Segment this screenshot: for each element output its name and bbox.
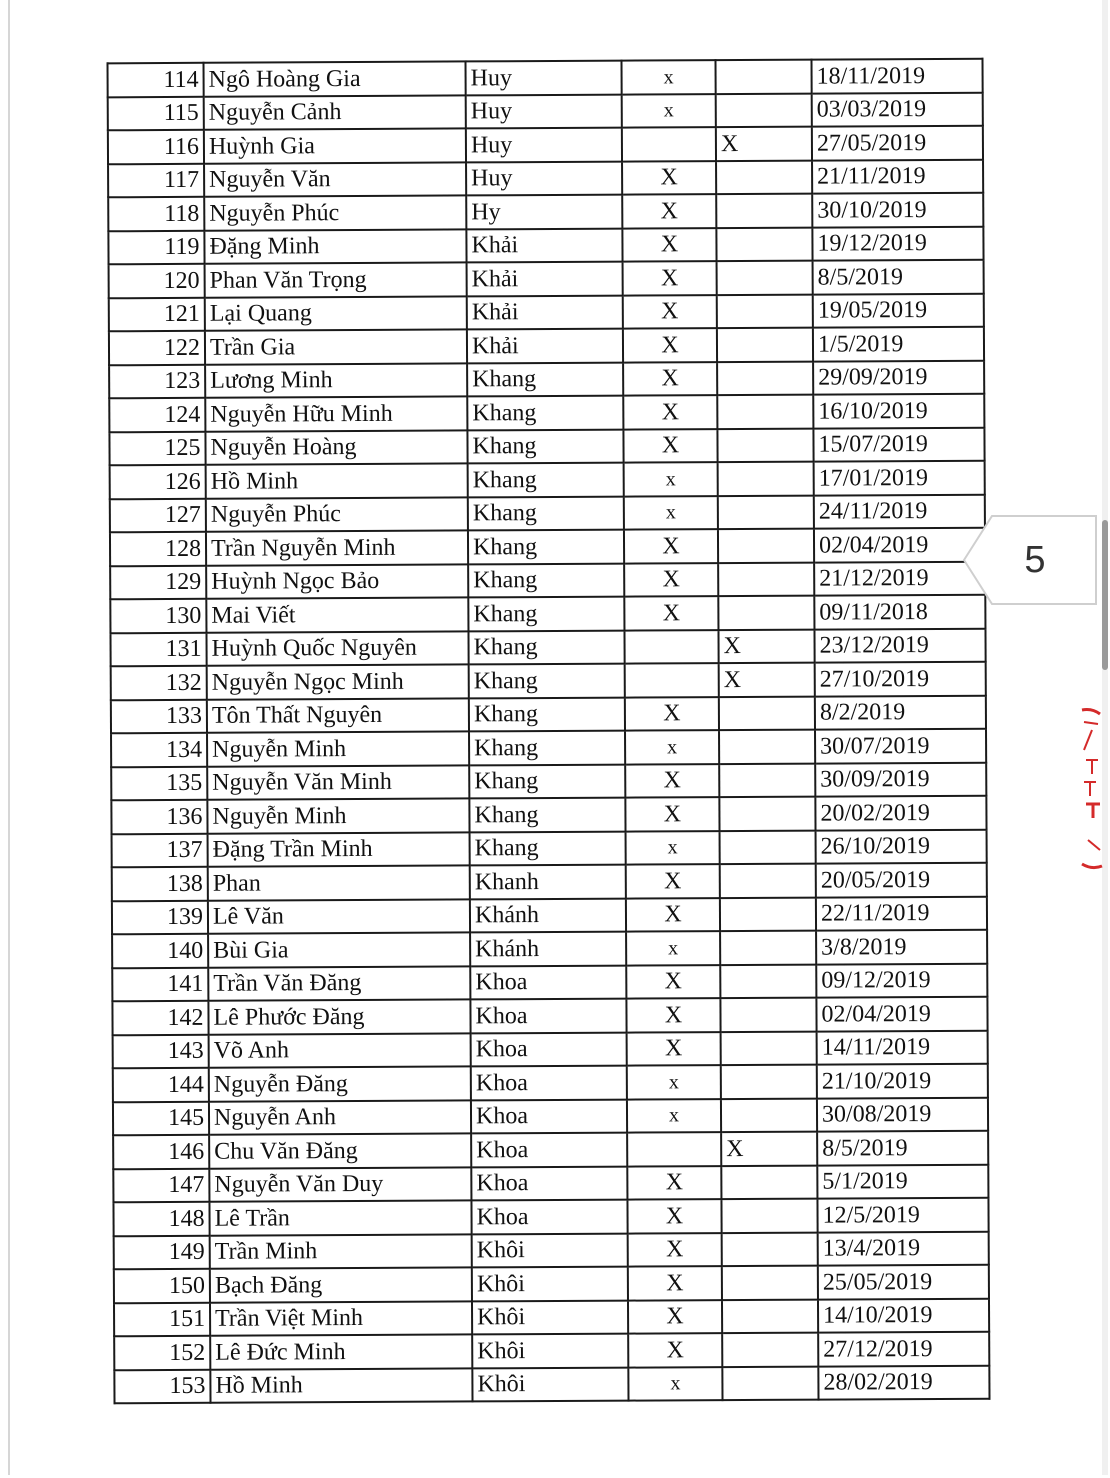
table-row — [109, 394, 984, 432]
male-mark-cell: x — [626, 831, 720, 865]
male-mark-cell: x — [624, 462, 718, 496]
male-mark-cell: X — [628, 1233, 722, 1267]
female-mark-cell — [716, 93, 812, 127]
given-name-cell: Khang — [468, 463, 624, 497]
male-mark-cell: X — [625, 697, 719, 731]
female-mark-cell — [719, 730, 815, 764]
row-number: 149 — [114, 1235, 210, 1269]
given-name-cell: Khánh — [470, 898, 626, 932]
given-name-cell: Khang — [467, 429, 623, 463]
surname-cell: Trần Minh — [210, 1234, 472, 1269]
surname-cell: Lương Minh — [205, 363, 467, 398]
table-row — [114, 1231, 989, 1269]
surname-cell: Ngô Hoàng Gia — [204, 61, 466, 96]
row-number: 129 — [110, 565, 206, 599]
birth-date-cell: 21/11/2019 — [812, 159, 983, 193]
male-mark-cell: X — [628, 1266, 722, 1300]
male-mark-cell — [625, 663, 719, 697]
row-number: 119 — [108, 230, 204, 264]
row-number: 134 — [111, 733, 207, 767]
surname-cell: Nguyễn Đăng — [209, 1066, 471, 1101]
table-row — [108, 126, 983, 164]
row-number: 151 — [114, 1302, 210, 1336]
table-row — [109, 260, 984, 298]
female-mark-cell — [722, 1366, 818, 1400]
female-mark-cell — [721, 1065, 817, 1099]
table-row — [108, 226, 983, 264]
female-mark-cell — [717, 294, 813, 328]
female-mark-cell — [721, 1031, 817, 1065]
row-number: 126 — [110, 465, 206, 499]
surname-cell: Nguyễn Anh — [209, 1100, 471, 1135]
given-name-cell: Huy — [466, 94, 622, 128]
row-number: 122 — [109, 331, 205, 365]
row-number: 150 — [114, 1269, 210, 1303]
birth-date-cell: 5/1/2019 — [817, 1164, 988, 1198]
male-mark-cell: X — [626, 864, 720, 898]
surname-cell: Nguyễn Hữu Minh — [205, 396, 467, 431]
row-number: 130 — [110, 599, 206, 633]
male-mark-cell — [622, 127, 716, 161]
male-mark-cell: x — [627, 1065, 721, 1099]
female-mark-cell: X — [721, 1132, 817, 1166]
given-name-cell: Khoa — [471, 1166, 627, 1200]
table-row — [114, 1298, 989, 1336]
male-mark-cell: X — [625, 797, 719, 831]
row-number: 117 — [108, 163, 204, 197]
table-row — [113, 1164, 988, 1202]
female-mark-cell — [722, 1232, 818, 1266]
table-row — [112, 930, 987, 968]
given-name-cell: Hy — [466, 195, 622, 229]
red-stamp-mark — [1074, 700, 1104, 880]
student-roster-table — [106, 58, 990, 1405]
surname-cell: Trần Việt Minh — [210, 1301, 472, 1336]
surname-cell: Huỳnh Ngọc Bảo — [206, 564, 468, 599]
given-name-cell: Khang — [469, 697, 625, 731]
table-row — [110, 628, 985, 666]
birth-date-cell: 30/10/2019 — [812, 193, 983, 227]
surname-cell: Nguyễn Ngọc Minh — [207, 664, 469, 699]
surname-cell: Đặng Minh — [204, 229, 466, 264]
female-mark-cell — [718, 529, 814, 563]
table-row — [108, 92, 983, 130]
row-number: 121 — [109, 297, 205, 331]
given-name-cell: Khang — [469, 731, 625, 765]
given-name-cell: Khang — [469, 664, 625, 698]
given-name-cell: Khôi — [472, 1334, 628, 1368]
given-name-cell: Huy — [466, 128, 622, 162]
female-mark-cell — [717, 428, 813, 462]
male-mark-cell: X — [622, 194, 716, 228]
surname-cell: Nguyễn Phúc — [204, 195, 466, 230]
given-name-cell: Khang — [469, 764, 625, 798]
row-number: 127 — [110, 498, 206, 532]
male-mark-cell: x — [626, 931, 720, 965]
female-mark-cell — [717, 361, 813, 395]
male-mark-cell: x — [625, 730, 719, 764]
male-mark-cell: X — [622, 161, 716, 195]
female-mark-cell — [718, 562, 814, 596]
surname-cell: Phan — [208, 865, 470, 900]
row-number: 145 — [113, 1101, 209, 1135]
table-row — [110, 528, 985, 566]
female-mark-cell — [722, 1299, 818, 1333]
female-mark-cell — [718, 596, 814, 630]
given-name-cell: Huy — [465, 61, 621, 95]
table-row — [114, 1265, 989, 1303]
birth-date-cell: 21/10/2019 — [817, 1064, 988, 1098]
surname-cell: Trần Gia — [205, 329, 467, 364]
surname-cell: Nguyễn Phúc — [206, 497, 468, 532]
birth-date-cell: 30/08/2019 — [817, 1097, 988, 1131]
male-mark-cell: X — [624, 563, 718, 597]
female-mark-cell — [722, 1333, 818, 1367]
female-mark-cell: X — [719, 663, 815, 697]
table-row — [113, 1198, 988, 1236]
male-mark-cell: X — [627, 1166, 721, 1200]
birth-date-cell: 30/09/2019 — [815, 762, 986, 796]
table-row — [114, 1332, 989, 1370]
birth-date-cell: 09/11/2018 — [814, 595, 985, 629]
female-mark-cell: X — [716, 127, 812, 161]
birth-date-cell: 18/11/2019 — [811, 59, 982, 93]
given-name-cell: Khải — [467, 295, 623, 329]
surname-cell: Lê Phước Đăng — [208, 999, 470, 1034]
female-mark-cell — [717, 328, 813, 362]
table-row — [113, 1097, 988, 1135]
given-name-cell: Khang — [468, 530, 624, 564]
birth-date-cell: 24/11/2019 — [814, 494, 985, 528]
surname-cell: Lê Văn — [208, 899, 470, 934]
female-mark-cell — [720, 931, 816, 965]
given-name-cell: Khôi — [472, 1233, 628, 1267]
row-number: 131 — [110, 632, 206, 666]
birth-date-cell: 02/04/2019 — [816, 997, 987, 1031]
birth-date-cell: 28/02/2019 — [818, 1365, 989, 1399]
given-name-cell: Khải — [467, 329, 623, 363]
male-mark-cell: X — [623, 429, 717, 463]
male-mark-cell: x — [628, 1367, 722, 1401]
male-mark-cell: X — [628, 1300, 722, 1334]
female-mark-cell: X — [718, 629, 814, 663]
birth-date-cell: 27/10/2019 — [815, 662, 986, 696]
female-mark-cell — [719, 696, 815, 730]
male-mark-cell — [624, 630, 718, 664]
male-mark-cell: X — [626, 898, 720, 932]
table-row — [112, 896, 987, 934]
male-mark-cell: x — [627, 1099, 721, 1133]
surname-cell: Nguyễn Văn Duy — [209, 1167, 471, 1202]
female-mark-cell — [719, 763, 815, 797]
male-mark-cell: X — [623, 328, 717, 362]
table-row — [108, 159, 983, 197]
birth-date-cell: 19/12/2019 — [812, 226, 983, 260]
given-name-cell: Khoa — [471, 1099, 627, 1133]
row-number: 137 — [112, 833, 208, 867]
female-mark-cell — [720, 897, 816, 931]
female-mark-cell — [716, 160, 812, 194]
table-row — [113, 1064, 988, 1102]
surname-cell: Huỳnh Quốc Nguyên — [206, 631, 468, 666]
birth-date-cell: 1/5/2019 — [813, 327, 984, 361]
row-number: 144 — [113, 1068, 209, 1102]
birth-date-cell: 23/12/2019 — [814, 628, 985, 662]
female-mark-cell — [722, 1266, 818, 1300]
row-number: 114 — [108, 63, 204, 97]
surname-cell: Đặng Trần Minh — [208, 832, 470, 867]
birth-date-cell: 26/10/2019 — [816, 829, 987, 863]
row-number: 153 — [114, 1369, 210, 1403]
row-number: 152 — [114, 1336, 210, 1370]
male-mark-cell: x — [621, 60, 715, 94]
birth-date-cell: 8/2/2019 — [815, 695, 986, 729]
female-mark-cell — [720, 964, 816, 998]
male-mark-cell: X — [626, 965, 720, 999]
row-number: 143 — [113, 1034, 209, 1068]
surname-cell: Trần Nguyễn Minh — [206, 530, 468, 565]
birth-date-cell: 22/11/2019 — [816, 896, 987, 930]
given-name-cell: Khoa — [471, 1032, 627, 1066]
surname-cell: Hồ Minh — [206, 463, 468, 498]
birth-date-cell: 27/12/2019 — [818, 1332, 989, 1366]
birth-date-cell: 14/11/2019 — [817, 1030, 988, 1064]
birth-date-cell: 17/01/2019 — [814, 461, 985, 495]
given-name-cell: Huy — [466, 161, 622, 195]
row-number: 142 — [112, 1001, 208, 1035]
row-number: 147 — [113, 1168, 209, 1202]
birth-date-cell: 21/12/2019 — [814, 561, 985, 595]
table-row — [112, 863, 987, 901]
surname-cell: Nguyễn Văn Minh — [207, 765, 469, 800]
given-name-cell: Khoa — [470, 965, 626, 999]
surname-cell: Tôn Thất Nguyên — [207, 698, 469, 733]
birth-date-cell: 14/10/2019 — [818, 1298, 989, 1332]
given-name-cell: Khang — [469, 798, 625, 832]
male-mark-cell: x — [624, 496, 718, 530]
birth-date-cell: 25/05/2019 — [818, 1265, 989, 1299]
table-row — [110, 561, 985, 599]
female-mark-cell — [720, 864, 816, 898]
row-number: 139 — [112, 900, 208, 934]
row-number: 123 — [109, 364, 205, 398]
table-row — [109, 427, 984, 465]
birth-date-cell: 03/03/2019 — [812, 92, 983, 126]
table-row — [112, 963, 987, 1001]
given-name-cell: Khang — [468, 597, 624, 631]
female-mark-cell — [721, 1165, 817, 1199]
table-row — [111, 729, 986, 767]
row-number: 136 — [111, 800, 207, 834]
male-mark-cell: X — [624, 596, 718, 630]
row-number: 140 — [112, 934, 208, 968]
roster-body — [108, 59, 990, 1404]
table-row — [113, 1030, 988, 1068]
table-row — [111, 695, 986, 733]
female-mark-cell — [716, 194, 812, 228]
given-name-cell: Khoa — [470, 999, 626, 1033]
table-row — [108, 193, 983, 231]
birth-date-cell: 20/02/2019 — [815, 796, 986, 830]
male-mark-cell: X — [624, 529, 718, 563]
table-row — [109, 360, 984, 398]
surname-cell: Lại Quang — [205, 296, 467, 331]
table-row — [112, 829, 987, 867]
birth-date-cell: 8/5/2019 — [813, 260, 984, 294]
male-mark-cell: X — [627, 1199, 721, 1233]
given-name-cell: Khôi — [472, 1367, 628, 1401]
birth-date-cell: 30/07/2019 — [815, 729, 986, 763]
table-row — [110, 595, 985, 633]
row-number: 116 — [108, 130, 204, 164]
female-mark-cell — [720, 998, 816, 1032]
male-mark-cell: X — [623, 261, 717, 295]
given-name-cell: Khanh — [470, 865, 626, 899]
row-number: 148 — [113, 1202, 209, 1236]
given-name-cell: Khang — [468, 630, 624, 664]
row-number: 132 — [111, 666, 207, 700]
given-name-cell: Khoa — [471, 1133, 627, 1167]
surname-cell: Lê Trần — [209, 1200, 471, 1235]
given-name-cell: Khoa — [471, 1200, 627, 1234]
surname-cell: Bùi Gia — [208, 932, 470, 967]
female-mark-cell — [720, 830, 816, 864]
female-mark-cell — [717, 261, 813, 295]
surname-cell: Nguyễn Hoàng — [205, 430, 467, 465]
given-name-cell: Khang — [470, 831, 626, 865]
birth-date-cell: 09/12/2019 — [816, 963, 987, 997]
given-name-cell: Khánh — [470, 932, 626, 966]
male-mark-cell: X — [623, 362, 717, 396]
given-name-cell: Khải — [467, 262, 623, 296]
female-mark-cell — [721, 1098, 817, 1132]
male-mark-cell: X — [626, 998, 720, 1032]
table-row — [114, 1365, 989, 1403]
table-row — [109, 327, 984, 365]
table-row — [108, 59, 983, 97]
birth-date-cell: 13/4/2019 — [818, 1231, 989, 1265]
male-mark-cell: X — [623, 395, 717, 429]
table-row — [111, 796, 986, 834]
surname-cell: Mai Viết — [206, 597, 468, 632]
given-name-cell: Khôi — [472, 1267, 628, 1301]
table-row — [111, 662, 986, 700]
row-number: 118 — [108, 197, 204, 231]
birth-date-cell: 8/5/2019 — [817, 1131, 988, 1165]
given-name-cell: Khang — [468, 563, 624, 597]
surname-cell: Bạch Đăng — [210, 1267, 472, 1302]
female-mark-cell — [719, 797, 815, 831]
surname-cell: Lê Đức Minh — [210, 1334, 472, 1369]
birth-date-cell: 16/10/2019 — [813, 394, 984, 428]
row-number: 133 — [111, 699, 207, 733]
row-number: 125 — [109, 431, 205, 465]
table-row — [110, 494, 985, 532]
table-row — [113, 1131, 988, 1169]
given-name-cell: Khang — [468, 496, 624, 530]
male-mark-cell: X — [628, 1333, 722, 1367]
row-number: 135 — [111, 766, 207, 800]
table-row — [109, 293, 984, 331]
surname-cell: Nguyễn Văn — [204, 162, 466, 197]
male-mark-cell: x — [622, 94, 716, 128]
surname-cell: Võ Anh — [209, 1033, 471, 1068]
birth-date-cell: 29/09/2019 — [813, 360, 984, 394]
row-number: 141 — [112, 967, 208, 1001]
female-mark-cell — [721, 1199, 817, 1233]
male-mark-cell: X — [622, 228, 716, 262]
surname-cell: Huỳnh Gia — [204, 128, 466, 163]
table-row — [110, 461, 985, 499]
row-number: 124 — [109, 398, 205, 432]
row-number: 138 — [112, 867, 208, 901]
given-name-cell: Khải — [466, 228, 622, 262]
surname-cell: Chu Văn Đăng — [209, 1133, 471, 1168]
surname-cell: Nguyễn Minh — [207, 798, 469, 833]
birth-date-cell: 27/05/2019 — [812, 126, 983, 160]
table-row — [111, 762, 986, 800]
birth-date-cell: 3/8/2019 — [816, 930, 987, 964]
row-number: 115 — [108, 96, 204, 130]
female-mark-cell — [716, 227, 812, 261]
given-name-cell: Khang — [467, 362, 623, 396]
birth-date-cell: 02/04/2019 — [814, 528, 985, 562]
female-mark-cell — [717, 395, 813, 429]
row-number: 146 — [113, 1135, 209, 1169]
row-number: 120 — [109, 264, 205, 298]
birth-date-cell: 19/05/2019 — [813, 293, 984, 327]
table-row — [112, 997, 987, 1035]
male-mark-cell — [627, 1132, 721, 1166]
male-mark-cell: X — [625, 764, 719, 798]
female-mark-cell — [718, 495, 814, 529]
given-name-cell: Khoa — [471, 1066, 627, 1100]
surname-cell: Nguyễn Cảnh — [204, 95, 466, 130]
surname-cell: Hồ Minh — [210, 1368, 472, 1403]
birth-date-cell: 15/07/2019 — [813, 427, 984, 461]
birth-date-cell: 12/5/2019 — [817, 1198, 988, 1232]
given-name-cell: Khôi — [472, 1300, 628, 1334]
row-number: 128 — [110, 532, 206, 566]
surname-cell: Phan Văn Trọng — [205, 262, 467, 297]
surname-cell: Nguyễn Minh — [207, 731, 469, 766]
page-number: 5 — [1024, 538, 1046, 581]
given-name-cell: Khang — [467, 396, 623, 430]
female-mark-cell — [715, 60, 811, 94]
birth-date-cell: 20/05/2019 — [816, 863, 987, 897]
female-mark-cell — [718, 462, 814, 496]
male-mark-cell: X — [627, 1032, 721, 1066]
male-mark-cell: X — [623, 295, 717, 329]
surname-cell: Trần Văn Đăng — [208, 966, 470, 1001]
page-number-tab[interactable] — [962, 514, 1098, 606]
